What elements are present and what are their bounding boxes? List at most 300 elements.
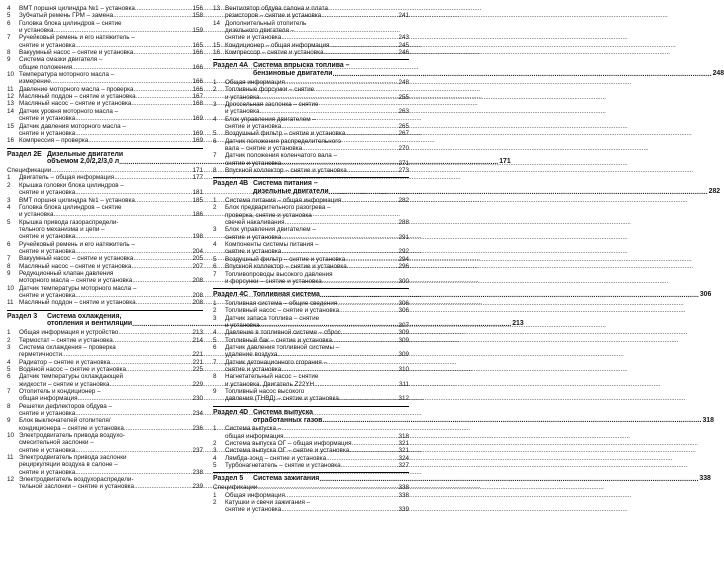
entry-title: Спецификации bbox=[7, 167, 52, 175]
page-number: 166 bbox=[192, 78, 203, 86]
section-heading[interactable] bbox=[213, 288, 712, 299]
toc-entry-line bbox=[7, 373, 203, 380]
section-heading[interactable] bbox=[213, 177, 721, 196]
entry-title: Электродвигатель воздухораспредели- bbox=[19, 476, 134, 484]
page-number: 167 bbox=[192, 93, 203, 101]
entry-title: снятие и установка bbox=[19, 115, 76, 123]
toc-entry[interactable] bbox=[213, 167, 409, 174]
page-number: 237 bbox=[192, 446, 203, 454]
entry-title: Датчик давления топливной системы – bbox=[225, 344, 340, 352]
entry-title: Датчик уровня моторного масла – bbox=[19, 107, 119, 115]
entry-number: 1 bbox=[213, 491, 217, 499]
dot-leader bbox=[322, 278, 398, 285]
toc-entry[interactable] bbox=[213, 425, 409, 440]
entry-number: 11 bbox=[7, 85, 14, 93]
toc-entry-line bbox=[7, 108, 203, 115]
dot-leader bbox=[341, 462, 398, 469]
page-number: 166 bbox=[192, 63, 203, 71]
entry-title: Кондиционер – общая информация bbox=[225, 41, 330, 49]
toc-entry[interactable] bbox=[7, 359, 203, 366]
dot-leader bbox=[113, 12, 191, 19]
toc-entry[interactable] bbox=[7, 123, 203, 138]
toc-entry-line bbox=[7, 461, 203, 468]
dot-leader bbox=[75, 42, 191, 49]
toc-entry-line bbox=[213, 130, 409, 137]
toc-entry[interactable] bbox=[213, 462, 409, 469]
dot-leader bbox=[285, 219, 398, 226]
page-number: 236 bbox=[192, 424, 203, 432]
entry-number: 7 bbox=[7, 34, 11, 42]
entry-number: 3 bbox=[7, 343, 11, 351]
entry-title: Топливный насос высокого bbox=[225, 388, 305, 396]
entry-title: Впускной коллектор – снятие и установка bbox=[225, 263, 347, 271]
entry-title: Отопитель и кондиционер – bbox=[19, 388, 101, 395]
dot-leader bbox=[133, 49, 191, 56]
toc-entry-line bbox=[7, 277, 203, 284]
entry-number: 6 bbox=[7, 240, 11, 248]
entry-title: Система охлаждения – проверка bbox=[19, 343, 116, 351]
dot-leader bbox=[347, 263, 398, 270]
toc-entry[interactable] bbox=[7, 137, 203, 144]
toc-entry-line bbox=[7, 381, 203, 388]
page-number: 321 bbox=[398, 447, 409, 455]
entry-number: 1 bbox=[7, 174, 11, 182]
toc-entry[interactable] bbox=[213, 152, 409, 167]
toc-entry-line bbox=[213, 219, 409, 226]
toc-entry-line bbox=[7, 454, 203, 461]
toc-entry[interactable] bbox=[7, 337, 203, 344]
toc-entry-line bbox=[213, 49, 409, 56]
entry-number: 8 bbox=[213, 167, 217, 175]
toc-entry-line bbox=[7, 226, 203, 233]
toc-entry[interactable] bbox=[7, 255, 203, 262]
toc-entry[interactable] bbox=[213, 116, 409, 131]
entry-title: Вакуумный насос – снятие и установка bbox=[19, 255, 134, 263]
toc-entry-line bbox=[213, 329, 409, 336]
entry-title: Крышка привода газораспредели- bbox=[19, 218, 119, 226]
entry-title: снятие и установка bbox=[19, 41, 76, 49]
dot-leader bbox=[277, 351, 397, 358]
toc-entry-line bbox=[7, 285, 203, 292]
toc-entry[interactable] bbox=[7, 197, 203, 204]
entry-number: 9 bbox=[7, 269, 11, 277]
page-number: 205 bbox=[192, 255, 203, 263]
toc-entry[interactable] bbox=[213, 271, 409, 286]
dot-leader bbox=[345, 130, 397, 137]
toc-entry[interactable] bbox=[213, 49, 409, 56]
entry-title: Зубчатый ремень ГРМ – замена bbox=[19, 12, 114, 20]
toc-entry[interactable] bbox=[213, 455, 409, 462]
entry-title: Впускной коллектор – снятие и установка bbox=[225, 167, 347, 175]
page-number: 241 bbox=[398, 12, 409, 20]
page-number: 238 bbox=[192, 468, 203, 476]
entry-title: Блок управления двигателем – bbox=[225, 115, 316, 123]
dot-leader bbox=[135, 5, 192, 12]
page-number: 208 bbox=[192, 277, 203, 285]
entry-title: и форсунки – снятие и установка bbox=[225, 277, 322, 285]
toc-entry[interactable] bbox=[7, 204, 203, 219]
section-title: отопления и вентиляции bbox=[47, 320, 133, 328]
entry-title: Компоненты системы питания – bbox=[225, 241, 319, 249]
page-number: 248 bbox=[712, 70, 724, 78]
section-title: Система питания – bbox=[253, 180, 318, 188]
dot-leader bbox=[349, 447, 397, 454]
page-number: 282 bbox=[708, 188, 721, 196]
section-label: Раздел 4D bbox=[213, 408, 249, 416]
toc-entry[interactable] bbox=[213, 79, 409, 86]
toc-entry-line bbox=[213, 101, 409, 108]
entry-title: удаление воздуха bbox=[225, 351, 278, 359]
entry-title: Система выпуска ОГ – общая информация bbox=[225, 440, 352, 448]
page-number: 306 bbox=[398, 307, 409, 315]
entry-number: 2 bbox=[7, 336, 11, 344]
toc-entry[interactable] bbox=[7, 174, 203, 181]
toc-entry-line bbox=[213, 152, 409, 159]
page-number: 166 bbox=[192, 85, 203, 93]
page-number: 234 bbox=[192, 410, 203, 418]
dot-leader bbox=[319, 476, 698, 483]
section-title-block bbox=[253, 180, 720, 196]
toc-entry[interactable] bbox=[213, 492, 409, 499]
toc-entry-line bbox=[7, 56, 203, 63]
toc-entry[interactable] bbox=[213, 138, 409, 153]
toc-entry-line bbox=[7, 447, 203, 454]
toc-entry[interactable] bbox=[7, 403, 203, 418]
toc-entry-line bbox=[213, 433, 409, 440]
toc-entry[interactable] bbox=[7, 285, 203, 300]
dot-leader bbox=[326, 455, 397, 462]
toc-entry[interactable] bbox=[213, 388, 409, 403]
toc-entry-line bbox=[7, 197, 203, 204]
toc-entry[interactable] bbox=[7, 71, 203, 86]
entry-number: 8 bbox=[7, 49, 11, 57]
toc-entry[interactable] bbox=[213, 307, 409, 314]
page-number: 324 bbox=[398, 454, 409, 462]
entry-number: 7 bbox=[7, 388, 11, 395]
toc-entry-line bbox=[7, 403, 203, 410]
section-title-line bbox=[253, 70, 724, 78]
toc-entry[interactable] bbox=[213, 337, 409, 344]
toc-entry-line bbox=[213, 12, 409, 19]
section-label: Раздел 3 bbox=[7, 312, 38, 320]
entry-number: 10 bbox=[7, 432, 15, 440]
page-number: 181 bbox=[192, 189, 203, 197]
toc-entry-line bbox=[213, 499, 409, 506]
page-number: 318 bbox=[398, 432, 409, 440]
toc-entry-line bbox=[7, 329, 203, 336]
toc-entry-line bbox=[7, 204, 203, 211]
entry-number: 16 bbox=[213, 49, 221, 57]
entry-title: Датчик детонационного сгорания – bbox=[225, 358, 328, 366]
toc-entry-line bbox=[7, 115, 203, 122]
entry-title: рециркуляции воздуха в салоне – bbox=[19, 461, 118, 469]
toc-entry[interactable] bbox=[213, 42, 409, 49]
toc-entry[interactable] bbox=[7, 182, 203, 197]
page-number: 309 bbox=[398, 336, 409, 344]
toc-entry[interactable] bbox=[213, 329, 409, 336]
dot-leader bbox=[118, 329, 191, 336]
toc-entry[interactable] bbox=[213, 20, 409, 42]
dot-leader bbox=[324, 49, 398, 56]
entry-title: и установка bbox=[225, 322, 260, 330]
entry-number: 14 bbox=[7, 107, 15, 115]
entry-title: Топливная система – общие сведения bbox=[225, 299, 338, 307]
page-number: 248 bbox=[398, 79, 409, 86]
section-label: Раздел 5 bbox=[213, 475, 244, 483]
toc-entry-line bbox=[213, 492, 409, 499]
section-title: Топливная система bbox=[253, 291, 320, 299]
entry-number: 1 bbox=[213, 197, 217, 205]
section-title: объемом 2,0/2,2/3,0 л bbox=[47, 158, 120, 166]
entry-title: тельного механизма и цепи – bbox=[19, 225, 105, 233]
toc-entry[interactable] bbox=[7, 56, 203, 71]
page-number: 309 bbox=[398, 351, 409, 359]
toc-entry[interactable] bbox=[7, 270, 203, 285]
section-heading[interactable] bbox=[213, 472, 711, 483]
entry-title: Датчик температуры охлаждающей bbox=[19, 373, 124, 381]
entry-number: 11 bbox=[7, 299, 14, 307]
toc-entry-line bbox=[213, 440, 409, 447]
toc-entry[interactable] bbox=[213, 130, 409, 137]
page-number: 208 bbox=[192, 299, 203, 307]
entry-title: снятие и установка bbox=[19, 247, 76, 255]
toc-entry-line bbox=[7, 483, 203, 490]
toc-entry[interactable] bbox=[7, 432, 203, 454]
toc-entry[interactable] bbox=[213, 440, 409, 447]
toc-entry-line bbox=[213, 108, 409, 115]
section-label: Раздел 4В bbox=[213, 180, 249, 188]
entry-number: 2 bbox=[213, 440, 217, 448]
dot-leader bbox=[333, 71, 712, 78]
toc-entry-line bbox=[7, 64, 203, 71]
entry-title: Компрессия – проверка bbox=[19, 137, 89, 145]
page-number: 171 bbox=[192, 167, 203, 175]
specifications-entry[interactable] bbox=[213, 484, 409, 491]
toc-entry[interactable] bbox=[213, 197, 409, 204]
toc-entry[interactable] bbox=[213, 315, 409, 330]
entry-title: Система смазки двигателя – bbox=[19, 56, 103, 64]
toc-entry[interactable] bbox=[7, 329, 203, 336]
toc-entry[interactable] bbox=[7, 49, 203, 56]
toc-entry[interactable] bbox=[7, 20, 203, 35]
toc-entry[interactable] bbox=[7, 108, 203, 123]
entry-number: 4 bbox=[213, 241, 217, 249]
page-number: 214 bbox=[192, 336, 203, 344]
entry-number: 2 bbox=[213, 86, 217, 94]
section-title: Система зажигания bbox=[253, 475, 320, 483]
entry-number: 6 bbox=[213, 344, 217, 352]
page-number: 221 bbox=[192, 358, 203, 366]
page-number: 282 bbox=[398, 197, 409, 205]
page-number: 246 bbox=[398, 49, 409, 57]
entry-title: Головка блока цилиндров – снятие bbox=[19, 203, 122, 211]
entry-title: Масляный поддон – снятие и установка bbox=[19, 299, 136, 307]
entry-title: дизельного двигателя – bbox=[225, 27, 295, 35]
dot-leader bbox=[339, 395, 398, 402]
toc-entry[interactable] bbox=[213, 447, 409, 454]
entry-title: Электродвигатель привода заслонки bbox=[19, 454, 127, 462]
entry-number: 16 bbox=[7, 137, 15, 145]
toc-entry-line bbox=[213, 315, 409, 322]
section-title: Дизельные двигатели bbox=[47, 150, 124, 158]
entry-title: Электродвигатель привода воздухо- bbox=[19, 432, 125, 440]
entry-number: 1 bbox=[213, 425, 217, 433]
entry-title: кондиционера – снятие и установка bbox=[19, 424, 124, 432]
entry-number: 12 bbox=[7, 476, 15, 484]
toc-entry-line bbox=[7, 100, 203, 107]
toc-entry-line bbox=[213, 34, 409, 41]
toc-entry-line bbox=[7, 130, 203, 137]
entry-title: снятие и установка bbox=[19, 446, 76, 454]
entry-title: Топливные форсунки – снятие bbox=[225, 86, 315, 94]
dot-leader bbox=[285, 492, 398, 499]
dot-leader bbox=[78, 395, 192, 402]
dot-leader bbox=[341, 329, 398, 336]
entry-title: снятие и установка bbox=[225, 506, 282, 514]
toc-entry[interactable] bbox=[7, 417, 203, 432]
toc-entry-line bbox=[7, 337, 203, 344]
toc-entry[interactable] bbox=[7, 263, 203, 270]
toc-entry[interactable] bbox=[213, 86, 409, 101]
page-number: 213 bbox=[192, 329, 203, 337]
toc-entry[interactable] bbox=[7, 100, 203, 107]
toc-entry-line bbox=[213, 447, 409, 454]
toc-entry-line bbox=[213, 263, 409, 270]
section-title: дизельные двигатели bbox=[253, 188, 329, 196]
entry-number: 3 bbox=[213, 314, 217, 322]
toc-entry[interactable] bbox=[7, 241, 203, 256]
entry-title: Двигатель – общая информация bbox=[19, 174, 115, 182]
entry-title: и установка bbox=[19, 27, 54, 35]
entry-title: Датчик температуры моторного масла – bbox=[19, 284, 137, 292]
toc-entry[interactable] bbox=[213, 499, 409, 514]
toc-entry[interactable] bbox=[213, 359, 409, 374]
toc-entry-line bbox=[7, 174, 203, 181]
dot-leader bbox=[302, 145, 397, 152]
toc-entry-line bbox=[7, 351, 203, 358]
toc-entry[interactable] bbox=[7, 454, 203, 476]
toc-entry[interactable] bbox=[7, 34, 203, 49]
dot-leader bbox=[257, 484, 397, 491]
toc-entry-line bbox=[7, 20, 203, 27]
dot-leader bbox=[75, 447, 191, 454]
entry-title: снятие и установка bbox=[19, 291, 76, 299]
toc-entry-line bbox=[213, 344, 409, 351]
toc-entry[interactable] bbox=[7, 219, 203, 241]
toc-entry[interactable] bbox=[213, 344, 409, 359]
page-number: 288 bbox=[398, 219, 409, 227]
entry-number: 15 bbox=[213, 41, 221, 49]
entry-title: Катушки и свечи зажигания – bbox=[225, 498, 311, 506]
entry-title: Дроссельная заслонка – снятие bbox=[225, 101, 319, 109]
entry-number: 6 bbox=[213, 137, 217, 145]
toc-entry-line bbox=[213, 138, 409, 145]
toc-entry-line bbox=[213, 145, 409, 152]
entry-title: герметичности bbox=[19, 351, 62, 359]
entry-number: 1 bbox=[7, 329, 11, 337]
toc-entry[interactable] bbox=[213, 101, 409, 116]
dot-leader bbox=[114, 174, 191, 181]
dot-leader bbox=[134, 483, 191, 490]
dot-leader bbox=[347, 167, 398, 174]
entry-title: Система выпуска ОГ – снятие и установка bbox=[225, 447, 350, 455]
page-number: 294 bbox=[398, 255, 409, 263]
page-number: 321 bbox=[398, 440, 409, 448]
toc-entry[interactable] bbox=[213, 373, 409, 388]
toc-entry-line bbox=[213, 359, 409, 366]
toc-entry-line bbox=[7, 123, 203, 130]
section-heading[interactable] bbox=[213, 59, 724, 78]
page-number: 307 bbox=[398, 322, 409, 330]
page-number: 300 bbox=[398, 277, 409, 285]
toc-entry[interactable] bbox=[213, 204, 409, 226]
entry-number: 3 bbox=[213, 447, 217, 455]
entry-title: Блок предварительного разогрева – bbox=[225, 204, 331, 212]
entry-title: Система выпуска – bbox=[225, 425, 282, 433]
dot-leader bbox=[339, 307, 397, 314]
entry-number: 1 bbox=[213, 79, 217, 86]
section-title-block bbox=[253, 291, 711, 299]
entry-title: Редукционный клапан давления bbox=[19, 269, 114, 277]
dot-leader bbox=[75, 233, 191, 240]
page-number: 169 bbox=[192, 115, 203, 123]
dot-leader bbox=[110, 359, 191, 366]
page-number: 243 bbox=[398, 34, 409, 42]
section-heading[interactable] bbox=[213, 406, 714, 425]
toc-entry-line bbox=[7, 439, 203, 446]
entry-title: общая информация bbox=[19, 395, 78, 403]
toc-entry-line bbox=[213, 79, 409, 86]
entry-title: снятие и установка bbox=[225, 34, 282, 42]
dot-leader bbox=[320, 292, 699, 299]
toc-entry[interactable] bbox=[213, 5, 409, 20]
entry-title: Система питания – общая информация bbox=[225, 197, 342, 205]
entry-title: снятие и установка bbox=[19, 410, 76, 418]
toc-entry[interactable] bbox=[213, 241, 409, 256]
toc-entry-line bbox=[213, 351, 409, 358]
section-title-line bbox=[253, 291, 711, 299]
entry-number: 5 bbox=[213, 462, 217, 470]
toc-entry[interactable] bbox=[213, 226, 409, 241]
toc-entry[interactable] bbox=[7, 373, 203, 388]
entry-title: Термостат – снятие и установка bbox=[19, 336, 113, 344]
dot-leader bbox=[329, 42, 397, 49]
toc-entry[interactable] bbox=[7, 344, 203, 359]
toc-entry[interactable] bbox=[7, 12, 203, 19]
entry-title: Лямбда-зонд – снятие и установка bbox=[225, 454, 327, 462]
dot-leader bbox=[134, 86, 192, 93]
toc-entry-line bbox=[213, 5, 409, 12]
toc-entry[interactable] bbox=[7, 388, 203, 403]
toc-entry[interactable] bbox=[213, 263, 409, 270]
entry-title: Датчик запаса топлива – снятие bbox=[225, 314, 320, 322]
entry-number: 7 bbox=[213, 358, 217, 366]
page-number: 177 bbox=[192, 174, 203, 182]
dot-leader bbox=[322, 417, 701, 424]
entry-number: 9 bbox=[7, 56, 11, 64]
toc-entry-line bbox=[213, 395, 409, 402]
dot-leader bbox=[110, 381, 192, 388]
section-label: Раздел 4С bbox=[213, 291, 249, 299]
toc-entry[interactable] bbox=[7, 299, 203, 306]
toc-entry[interactable] bbox=[7, 476, 203, 491]
page-number: 318 bbox=[702, 416, 714, 424]
toc-entry-line bbox=[213, 307, 409, 314]
page-number: 225 bbox=[192, 365, 203, 373]
toc-entry-line bbox=[7, 469, 203, 476]
entry-number: 10 bbox=[7, 71, 15, 79]
entry-title: снятие и установка bbox=[225, 123, 282, 131]
